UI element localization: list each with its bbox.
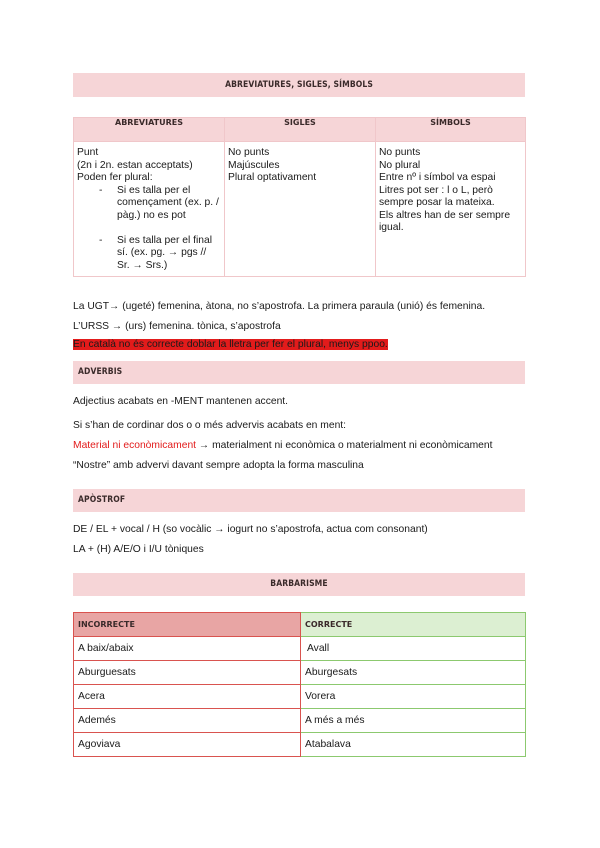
header-incorrecte: INCORRECTE (74, 613, 301, 637)
text-line: Poden fer plural: (77, 172, 153, 183)
cell-correcte: Avall (301, 637, 526, 661)
section-title-adverbis: ADVERBIS (73, 361, 525, 384)
table-row (74, 661, 526, 685)
cell-incorrecte: Ademés (74, 709, 301, 733)
adverbis-line-4: “Nostre” amb advervi davant sempre adopta la forma masculina (73, 460, 364, 471)
text-line: No punts (228, 147, 270, 158)
adverbis-line-3 (73, 440, 493, 451)
text-line: Plural optativament (228, 172, 317, 183)
text-line: Litres pot ser : l o L, però sempre posar la mateixa. (379, 184, 495, 208)
abbreviations-table (73, 117, 526, 277)
cell-correcte: Vorera (301, 685, 526, 709)
note-urss: L’URSS → (urs) femenina. tònica, s’apostrofa (73, 321, 281, 332)
table-header-row (74, 118, 526, 142)
list-item: - Si es talla per el final sí. (ex. pg. → pgs // Sr. → Srs.) (117, 235, 221, 273)
header-abreviatures: ABREVIATURES (74, 118, 225, 142)
section-title-apostrof: APÒSTROF (73, 489, 525, 512)
table-row (74, 142, 526, 277)
section-title-abbreviatures: ABREVIATURES, SIGLES, SÍMBOLS (73, 73, 525, 97)
cell-incorrecte: A baix/abaix (74, 637, 301, 661)
highlighted-warning: En català no és correcte doblar la lletra per fer el plural, menys ppoo. (73, 339, 388, 350)
text-line: Punt (77, 147, 99, 158)
cell-incorrecte: Acera (74, 685, 301, 709)
cell-sigles (225, 142, 376, 277)
adverbis-line-2: Si s’han de cordinar dos o o més advervis acabats en ment: (73, 420, 347, 431)
text-line: No plural (379, 159, 421, 171)
note-ugt: La UGT→ (ugeté) femenina, àtona, no s’apostrofa. La primera paraula (unió) és femenina. (73, 301, 486, 312)
table-row (74, 733, 526, 757)
text-line: No punts (379, 147, 421, 158)
text-line: Entre nº i símbol va espai (379, 172, 496, 183)
note-catala (73, 339, 388, 350)
cell-correcte: Aburgesats (301, 661, 526, 685)
barbarisme-table (73, 612, 526, 757)
table-row (74, 685, 526, 709)
apostrof-line-2: LA + (H) A/E/O i I/U tòniques (73, 544, 204, 555)
cell-correcte: A més a més (301, 709, 526, 733)
apostrof-line-1: DE / EL + vocal / H (so vocàlic → iogurt no s’apostrofa, actua com consonant) (73, 524, 428, 535)
header-sigles: SIGLES (225, 118, 376, 142)
adverbis-line-1: Adjectius acabats en -MENT mantenen accent. (73, 396, 289, 407)
table-row (74, 709, 526, 733)
table-header-row (74, 613, 526, 637)
cell-abreviatures (74, 142, 225, 277)
cell-incorrecte: Agoviava (74, 733, 301, 757)
cell-incorrecte: Aburguesats (74, 661, 301, 685)
cell-simbols (376, 142, 526, 277)
text-line: Els altres han de ser sempre igual. (379, 209, 511, 233)
text-line: Majúscules (228, 159, 280, 171)
correct-example: → materialment ni econòmica o materialment ni econòmicament (196, 440, 493, 451)
table-row (74, 637, 526, 661)
text-line: (2n i 2n. estan acceptats) (77, 159, 193, 171)
bullet-list (77, 185, 221, 273)
incorrect-example: Material ni econòmicament (73, 440, 197, 451)
list-item: - Si es talla per el començament (ex. p. / pàg.) no es pot (117, 185, 221, 223)
header-simbols: SÍMBOLS (376, 118, 526, 142)
section-title-barbarisme: BARBARISME (73, 573, 525, 596)
cell-correcte: Atabalava (301, 733, 526, 757)
header-correcte: CORRECTE (301, 613, 526, 637)
